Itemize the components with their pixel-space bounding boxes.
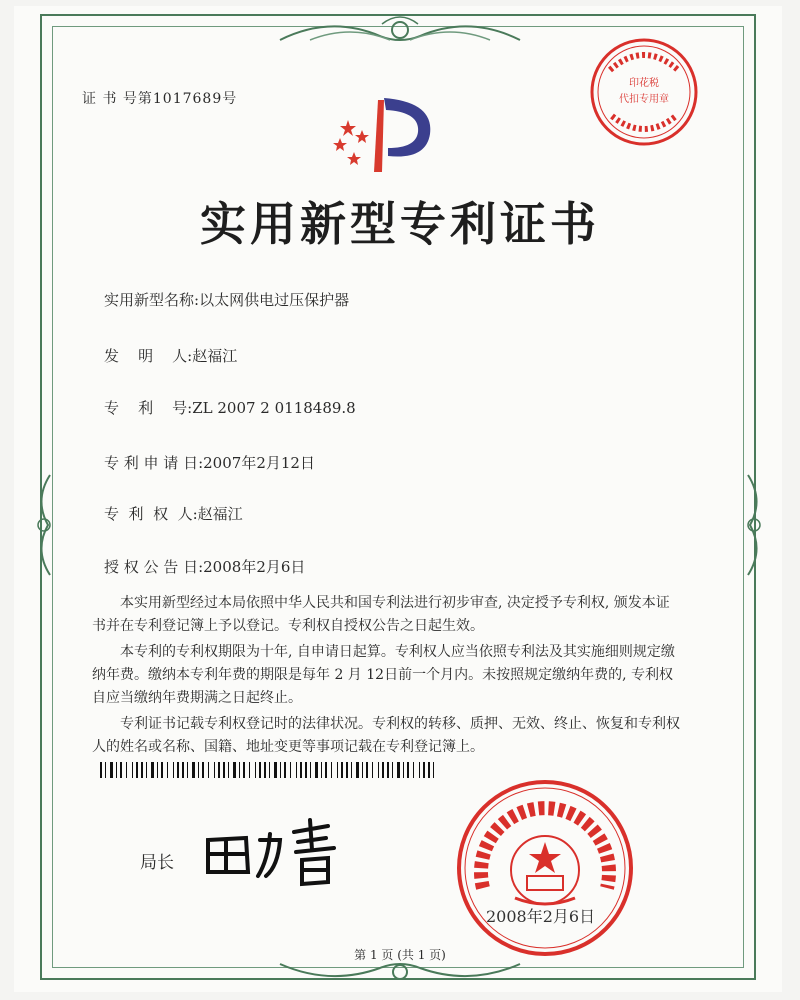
barcode-bar [198, 762, 199, 778]
barcode-bar [264, 762, 266, 778]
barcode-bar [173, 762, 174, 778]
barcode-bar [280, 762, 281, 778]
barcode-bar [187, 762, 188, 778]
field-label: 专 利 号: [104, 399, 193, 417]
barcode-bar [202, 762, 204, 778]
certificate-title: 实用新型专利证书 [200, 197, 600, 251]
barcode-bar [146, 762, 147, 778]
barcode-bar [255, 762, 256, 778]
barcode-bar [223, 762, 225, 778]
field-label: 专 利 申 请 日: [104, 454, 204, 472]
barcode-bar [300, 762, 302, 778]
barcode-bar [132, 762, 133, 778]
barcode-bar [346, 762, 348, 778]
barcode-bar [366, 762, 368, 778]
barcode-bar [284, 762, 286, 778]
barcode-bar [413, 762, 414, 778]
barcode-bar [433, 762, 434, 778]
barcode-bar [177, 762, 179, 778]
field-value: 以太网供电过压保护器 [199, 291, 350, 309]
barcode-bar [182, 762, 184, 778]
barcode-bar [341, 762, 343, 778]
barcode-bar [423, 762, 425, 778]
barcode-bar [382, 762, 384, 778]
barcode-bar [110, 762, 113, 778]
field-value: 赵福江 [197, 505, 243, 523]
body-paragraph: 本实用新型经过本局依照中华人民共和国专利法进行初步审查, 决定授予专利权, 颁发本证书并在专利登记簿上予以登记。专利权自授权公告之日起生效。 [92, 595, 670, 634]
page-footer: 第 1 页 (共 1 页) [354, 948, 446, 962]
field-value: 2007年2月12日 [203, 454, 315, 472]
barcode-bar [356, 762, 359, 778]
barcode-bar [269, 762, 270, 778]
barcode-bar [403, 762, 404, 778]
patent-office-logo-icon [326, 90, 446, 180]
field-patent-number [104, 397, 356, 418]
field-value: 2008年2月6日 [203, 558, 306, 576]
barcode-bar [372, 762, 373, 778]
barcode-bar [296, 762, 297, 778]
barcode-bar [228, 762, 229, 778]
field-value: 赵福江 [192, 347, 238, 365]
barcode-bar [218, 762, 220, 778]
barcode-bar [419, 762, 420, 778]
barcode-bar [126, 762, 127, 778]
left-ornament-icon [30, 470, 60, 580]
director-label: 局长 [140, 853, 174, 873]
field-grant-date [104, 556, 305, 577]
barcode-bar [305, 762, 307, 778]
body-paragraph: 专利证书记载专利权登记时的法律状况。专利权的转移、质押、无效、终止、恢复和专利权人的姓名或名称、国籍、地址变更等事项记载在专利登记簿上。 [92, 716, 680, 755]
barcode-bar [397, 762, 400, 778]
field-utility-model-name [104, 289, 349, 310]
barcode-bar [239, 762, 240, 778]
top-ornament-icon [270, 10, 530, 52]
national-ip-office-seal-icon [455, 778, 635, 958]
field-patentee [104, 503, 243, 524]
barcode-bar [310, 762, 311, 778]
barcode-bar [392, 762, 393, 778]
barcode-bar [141, 762, 143, 778]
field-value: ZL 2007 2 0118489.8 [192, 399, 356, 417]
barcode-icon [100, 762, 440, 778]
field-label: 专 利 权 人: [104, 505, 198, 523]
barcode-bar [151, 762, 154, 778]
barcode-bar [208, 762, 209, 778]
barcode-bar [315, 762, 318, 778]
barcode-bar [407, 762, 409, 778]
issue-date: 2008年2月6日 [486, 907, 596, 926]
barcode-bar [167, 762, 168, 778]
barcode-bar [337, 762, 338, 778]
barcode-bar [100, 762, 102, 778]
barcode-bar [259, 762, 261, 778]
director-signature-icon [198, 810, 348, 890]
field-label: 授 权 公 告 日: [104, 558, 204, 576]
field-label: 发 明 人: [104, 347, 193, 365]
field-filing-date [104, 452, 315, 473]
barcode-bar [192, 762, 195, 778]
barcode-bar [105, 762, 106, 778]
certificate-number: 证 书 号第1017689号 [82, 91, 238, 107]
barcode-bar [233, 762, 236, 778]
barcode-bar [161, 762, 163, 778]
barcode-bar [136, 762, 138, 778]
body-paragraph: 本专利的专利权期限为十年, 自申请日起算。专利权人应当依照专利法及其实施细则规定缴纳年费。缴纳本专利年费的期限是每年 2 月 12日前一个月内。未按照规定缴纳年费的, 专利权自应当缴纳年费期满之日起终止。 [92, 644, 675, 706]
barcode-bar [362, 762, 363, 778]
barcode-bar [331, 762, 332, 778]
barcode-bar [274, 762, 277, 778]
certificate-body [92, 592, 682, 762]
barcode-bar [214, 762, 215, 778]
barcode-bar [116, 762, 117, 778]
barcode-bar [321, 762, 322, 778]
barcode-bar [325, 762, 327, 778]
field-inventor [104, 345, 237, 366]
barcode-bar [243, 762, 245, 778]
barcode-bar [428, 762, 430, 778]
barcode-bar [378, 762, 379, 778]
tax-seal-icon [588, 36, 700, 148]
barcode-bar [290, 762, 291, 778]
right-ornament-icon [738, 470, 768, 580]
svg-text:代扣专用章: 代扣专用章 [619, 94, 669, 105]
barcode-bar [157, 762, 158, 778]
barcode-bar [387, 762, 389, 778]
svg-text:印花税: 印花税 [629, 78, 659, 89]
barcode-bar [249, 762, 250, 778]
barcode-bar [351, 762, 352, 778]
barcode-bar [120, 762, 122, 778]
field-label: 实用新型名称: [104, 291, 200, 309]
